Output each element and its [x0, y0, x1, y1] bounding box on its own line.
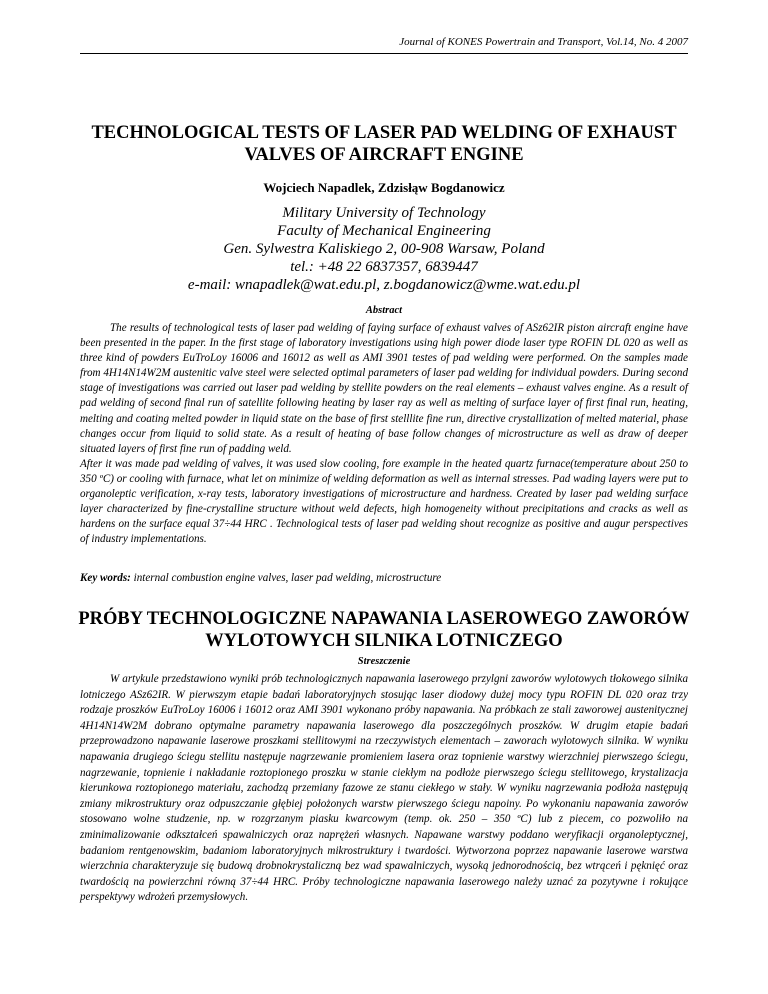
journal-header: Journal of KONES Powertrain and Transport, Vol.14, No. 4 2007 — [399, 36, 688, 48]
affiliation-university: Military University of Technology — [282, 205, 486, 221]
header-rule — [80, 53, 688, 54]
affiliation-faculty: Faculty of Mechanical Engineering — [277, 223, 491, 239]
affiliation-email: e-mail: wnapadlek@wat.edu.pl, z.bogdanowicz@wme.wat.edu.pl — [187, 277, 581, 293]
affiliation-address: Gen. Sylwestra Kaliskiego 2, 00-908 Warsaw, Poland — [223, 241, 545, 257]
keywords — [80, 572, 688, 584]
paper-title-polish: PRÓBY TECHNOLOGICZNE NAPAWANIA LASEROWEGO ZAWORÓW WYLOTOWYCH SILNIKA LOTNICZEGO — [78, 609, 690, 651]
streszczenie-heading: Streszczenie — [357, 656, 411, 667]
keywords-text: internal combustion engine valves, laser pad welding, microstructure — [130, 572, 442, 584]
abstract-paragraph-2: After it was made pad welding of valves, it was used slow cooling, fore example in the heated quartz furnace(temperature about 250 to 350 ºC) or cooling with furnace, what let on minimize of welding deformation as well as internal stresses. Pad wading layers were put to organoleptic verification, x-ray tests, laboratory investigations of microstructure and hardness. Created by laser pad welding surface layer characterized by fine-crystalline structure without weld defects, high homogeneity without precipitations and cracks as well as hardens on the surface equal 37÷44 HRC . Technological tests of laser pad welding shout recognize as positive and augur perspectives of industry implementations. — [80, 457, 688, 546]
abstract-paragraph-1: The results of technological tests of laser pad welding of faying surface of exhaust valves of ASz62IR piston aircraft engine have been presented in the paper. In the first stage of laboratory investigations using high power diode laser type ROFIN DL 020 as well as three kind of powders EuTroLoy 16006 and 16012 as well as AMI 3901 testes of pad welding were performed. On the samples made from 4H14N14W2M austenitic valve steel were selected optimal parameters of laser pad welding for individual powders. During second stage of investigations was carried out laser pad welding by stellite powders on the real elements – exhaust valves engine. As a result of pad welding of second final run of satellite following heating by laser ray as well as melting of surface layer of first final run, heating, melting and coating melted powder in liquid state on the base of first stelllite fine run, directive crystallization of melted material, phase changes occur from liquid to solid state. As a result of heating of base follow changes of microstructure as well as draw of deeper situated layers of first fine run of padding weld. — [80, 322, 688, 455]
affiliation-phone: tel.: +48 22 6837357, 6839447 — [290, 259, 478, 275]
streszczenie-body — [80, 672, 688, 906]
abstract-heading: Abstract — [365, 305, 403, 316]
abstract-body — [80, 321, 688, 547]
authors: Wojciech Napadlek, Zdzisłąw Bogdanowicz — [263, 180, 505, 195]
affiliation — [80, 204, 688, 294]
streszczenie-paragraph: W artykule przedstawiono wyniki prób technologicznych napawania laserowego przylgni zaworów wylotowych tłokowego silnika lotniczego ASz62IR. W pierwszym etapie badań laboratoryjnych stosując laser diodowy dużej mocy typu ROFIN DL 020 oraz trzy rodzaje proszków EuTroLoy 16006 i 16012 oraz AMI 3901 wykonano próby napawania. Na próbkach ze stali zaworowej austenitycznej 4H14N14W2M dobrano optymalne parametry napawania laserowego dla poszczególnych proszków. W drugim etapie badań przeprowadzono napawanie laserowe proszkami stellitowymi na rzeczywistych elementach – zaworach wylotowych silnika. W wyniku napawania drugiego ściegu stellitu następuje nagrzewanie promieniem lasera oraz topnienie warstwy wierzchniej pierwszego ściegu, nagrzewanie, topnienie i nakładanie roztopionego proszku w stanie ciekłym na podłoże pierwszego ściegu stellitowego, krystalizacja kierunkowa roztopionego materiału, zachodzą przemiany fazowe ze stanu ciekłego w stały. W wyniku nagrzewania podłoża następują zmiany mikrostruktury oraz odpuszczanie głębiej położonych warstw pierwszego ściegu napoiny. Po wykonaniu napawania zaworów stosowano wolne studzenie, np. w rozgrzanym piasku kwarcowym (temp. ok. 250 – 350 ºC) lub z piecem, co pozwoliło na zminimalizowanie odkształceń spawalniczych oraz naprężeń własnych. Napawane warstwy poddano weryfikacji organoleptycznej, badaniom rentgenowskim, badaniom laboratoryjnych mikrostruktury i twardości. Wytworzona poprzez napawanie laserowe warstwa wierzchnia charakteryzuje się budową drobnokrystaliczną bez wad spawalniczych, wysoką jednorodnością, bez wtrąceń i pęknięć oraz twardością na powierzchni równą 37÷44 HRC. Próby technologiczne napawania laserowego należy uznać za pozytywne i rokujące perspektywy wdrożeń przemysłowych. — [80, 673, 688, 904]
paper-title-english: TECHNOLOGICAL TESTS OF LASER PAD WELDING OF EXHAUST VALVES OF AIRCRAFT ENGINE — [91, 123, 677, 165]
keywords-label: Key words: — [80, 572, 131, 584]
